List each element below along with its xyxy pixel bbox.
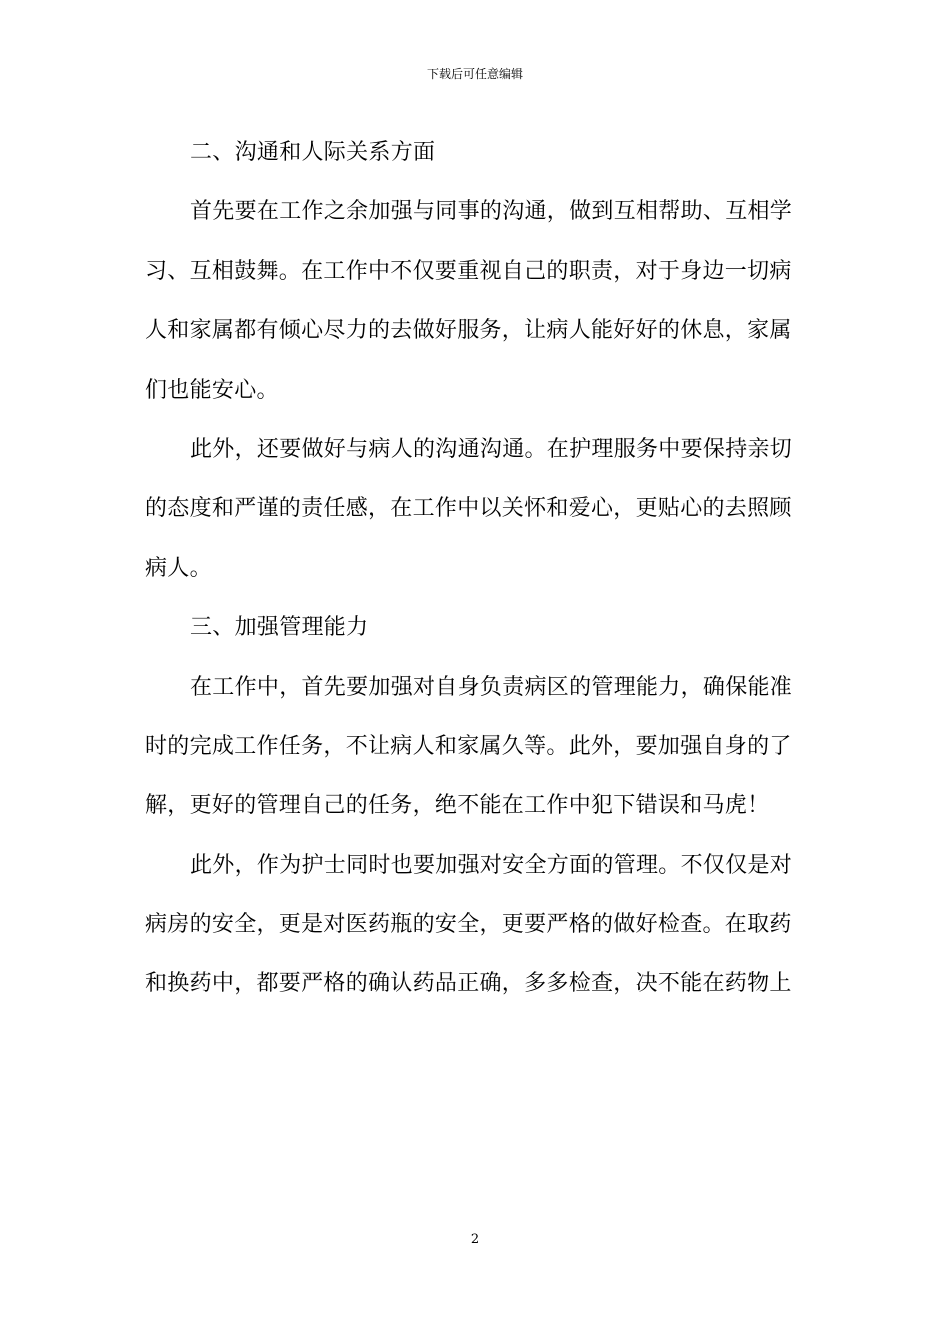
paragraph-line: 习、互相鼓舞。在工作中不仅要重视自己的职责，对于身边一切病 [145, 258, 792, 284]
paragraph-line: 时的完成工作任务，不让病人和家属久等。此外，要加强自身的了 [145, 733, 792, 759]
paragraph-line: 此外，作为护士同时也要加强对安全方面的管理。不仅仅是对 [190, 852, 793, 878]
paragraph-line: 此外，还要做好与病人的沟通沟通。在护理服务中要保持亲切 [190, 436, 793, 462]
paragraph-line: 和换药中，都要严格的确认药品正确，多多检查，决不能在药物上 [145, 971, 792, 997]
paragraph-line: 解，更好的管理自己的任务，绝不能在工作中犯下错误和马虎！ [145, 793, 770, 819]
paragraph-line: 在工作中，首先要加强对自身负责病区的管理能力，确保能准 [190, 674, 793, 700]
section-heading-communication: 二、沟通和人际关系方面 [190, 140, 436, 165]
page-header: 下载后可任意编辑 [426, 67, 523, 81]
paragraph-line: 病人。 [145, 555, 212, 581]
paragraph-line: 首先要在工作之余加强与同事的沟通，做到互相帮助、互相学 [190, 199, 793, 225]
paragraph-line: 病房的安全，更是对医药瓶的安全，更要严格的做好检查。在取药 [145, 912, 792, 938]
paragraph-line: 们也能安心。 [145, 377, 279, 403]
paragraph-line: 的态度和严谨的责任感，在工作中以关怀和爱心，更贴心的去照顾 [145, 496, 792, 522]
section-heading-management: 三、加强管理能力 [190, 615, 369, 641]
document-body [145, 128, 807, 1019]
paragraph-line: 人和家属都有倾心尽力的去做好服务，让病人能好好的休息，家属 [145, 318, 792, 344]
page-number: 2 [470, 1232, 480, 1247]
